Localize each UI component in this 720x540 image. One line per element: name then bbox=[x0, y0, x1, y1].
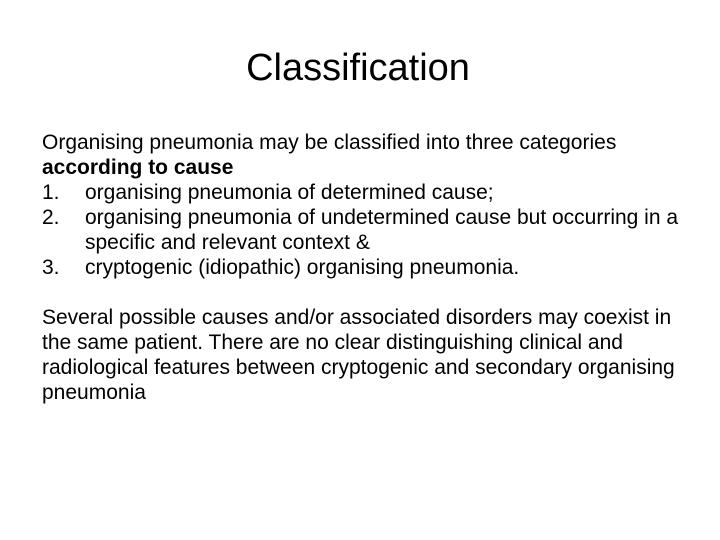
list-item-number: 3. bbox=[42, 256, 60, 279]
slide-body bbox=[42, 130, 682, 405]
intro-emphasis: according to cause bbox=[42, 156, 234, 179]
intro-text: Organising pneumonia may be classified into three categories bbox=[42, 131, 617, 154]
list-item-text: organising pneumonia of determined cause; bbox=[85, 181, 494, 204]
list-item bbox=[42, 180, 682, 205]
slide-title: Classification bbox=[246, 47, 470, 89]
list-item-number: 2. bbox=[42, 206, 60, 229]
list-item bbox=[42, 205, 682, 255]
summary-paragraph: Several possible causes and/or associated disorders may coexist in the same patient. There are no clear distinguishing clinical and radiological features between cryptogenic and secondary organising pneumonia bbox=[42, 306, 675, 404]
list-item-text: cryptogenic (idiopathic) organising pneumonia. bbox=[85, 256, 520, 279]
list-item-text: organising pneumonia of undetermined cause but occurring in a specific and relevant context & bbox=[85, 206, 679, 254]
intro-paragraph bbox=[42, 130, 682, 180]
list-item bbox=[42, 255, 682, 280]
cause-list bbox=[42, 180, 682, 280]
list-item-number: 1. bbox=[42, 181, 60, 204]
